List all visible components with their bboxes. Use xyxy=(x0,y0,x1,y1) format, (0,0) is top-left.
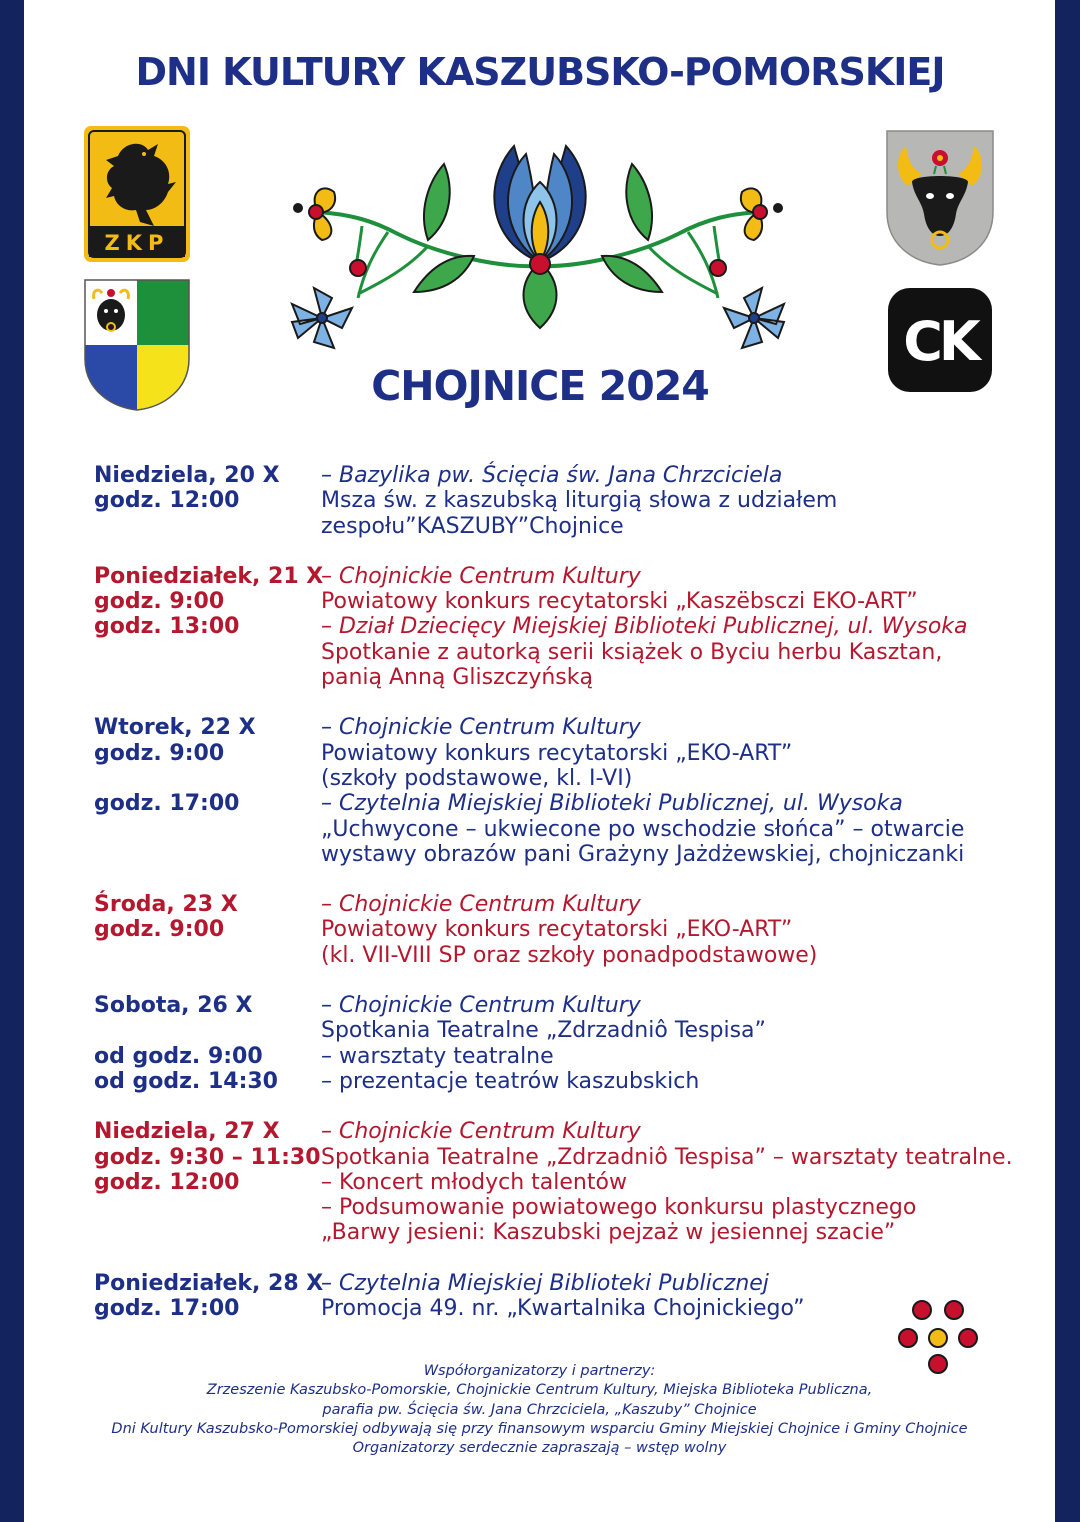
event-time: godz. 9:00 xyxy=(94,740,225,766)
event-line xyxy=(94,892,1034,917)
event-time: godz. 12:00 xyxy=(94,1169,240,1195)
zkp-logo-text: ZKP xyxy=(104,231,170,255)
event-line xyxy=(94,589,1034,614)
event-block xyxy=(94,715,1034,867)
event-description: Msza św. z kaszubską liturgią słowa z udziałem xyxy=(321,488,838,514)
event-time: godz. 9:00 xyxy=(94,589,225,615)
event-line xyxy=(94,993,1034,1018)
event-day: Niedziela, 27 X xyxy=(94,1119,280,1145)
event-description: (szkoły podstawowe, kl. I-VI) xyxy=(321,765,633,791)
event-time: godz. 17:00 xyxy=(94,791,240,817)
event-venue: – Chojnickie Centrum Kultury xyxy=(321,892,641,918)
event-line xyxy=(94,791,1034,816)
event-time xyxy=(94,1220,321,1245)
event-block xyxy=(94,993,1034,1094)
event-line xyxy=(94,1145,1034,1170)
event-line xyxy=(94,1195,1034,1220)
event-line xyxy=(94,514,1034,539)
event-description: Powiatowy konkurs recytatorski „EKO-ART” xyxy=(321,917,793,943)
event-time xyxy=(94,766,321,791)
event-description: – Podsumowanie powiatowego konkursu plastycznego xyxy=(321,1195,917,1221)
event-line xyxy=(94,463,1034,488)
event-description: Spotkania Teatralne „Zdrzadniô Tespisa” – warsztaty teatralne. xyxy=(321,1144,1013,1170)
page-title: DNI KULTURY KASZUBSKO-POMORSKIEJ xyxy=(135,50,945,94)
zkp-griffin-logo xyxy=(84,126,190,262)
event-line xyxy=(94,1220,1034,1245)
event-block xyxy=(94,892,1034,968)
event-line xyxy=(94,1069,1034,1094)
event-block xyxy=(94,463,1034,539)
ck-logo-text: CK xyxy=(903,310,977,373)
event-description: „Barwy jesieni: Kaszubski pejzaż w jesiennej szacie” xyxy=(321,1220,896,1246)
event-description: – prezentacje teatrów kaszubskich xyxy=(321,1068,700,1094)
event-line xyxy=(94,640,1034,665)
event-time: godz. 9:30 – 11:30 xyxy=(94,1144,321,1170)
event-time xyxy=(94,665,321,690)
event-description: wystawy obrazów pani Grażyny Jażdżewskiej, chojniczanki xyxy=(321,841,965,867)
event-day: Wtorek, 22 X xyxy=(94,715,256,741)
event-line xyxy=(94,1018,1034,1043)
event-line xyxy=(94,943,1034,968)
left-border-bar xyxy=(0,0,24,1522)
event-time: od godz. 14:30 xyxy=(94,1068,278,1094)
event-time xyxy=(94,514,321,539)
event-description: panią Anną Gliszczyńską xyxy=(321,665,593,691)
event-line xyxy=(94,741,1034,766)
event-description: „Uchwycone – ukwiecone po wschodzie słońca” – otwarcie xyxy=(321,816,965,842)
event-description: Powiatowy konkurs recytatorski „EKO-ART” xyxy=(321,740,793,766)
event-line xyxy=(94,1044,1034,1069)
footer-line: Organizatorzy serdecznie zapraszają – wstęp wolny xyxy=(352,1440,727,1457)
event-line xyxy=(94,766,1034,791)
event-venue: – Chojnickie Centrum Kultury xyxy=(321,715,641,741)
event-line xyxy=(94,1296,1034,1321)
event-time xyxy=(94,943,321,968)
event-venue: – Bazylika pw. Ścięcia św. Jana Chrzciciela xyxy=(321,463,783,488)
event-line xyxy=(94,1119,1034,1144)
event-day: Poniedziałek, 21 X xyxy=(94,563,324,589)
event-description: Promocja 49. nr. „Kwartalnika Chojnickiego” xyxy=(321,1296,805,1322)
event-description: – warsztaty teatralne xyxy=(321,1043,554,1069)
event-time xyxy=(94,1018,321,1043)
event-line xyxy=(94,614,1034,639)
event-description: – Koncert młodych talentów xyxy=(321,1169,627,1195)
event-venue: – Chojnickie Centrum Kultury xyxy=(321,993,641,1019)
event-day: Niedziela, 20 X xyxy=(94,463,280,488)
event-line xyxy=(94,665,1034,690)
event-line xyxy=(94,715,1034,740)
event-time xyxy=(94,640,321,665)
event-venue: – Dział Dziecięcy Miejskiej Biblioteki Publicznej, ul. Wysoka xyxy=(321,614,968,640)
footer-line: Współorganizatorzy i partnerzy: xyxy=(423,1363,656,1379)
event-venue: – Czytelnia Miejskiej Biblioteki Publicznej xyxy=(321,1270,769,1296)
kashubian-folk-ornament xyxy=(278,142,798,354)
event-block xyxy=(94,1271,1034,1322)
event-line xyxy=(94,488,1034,513)
event-description: Spotkania Teatralne „Zdrzadniô Tespisa” xyxy=(321,1018,766,1044)
event-block xyxy=(94,1119,1034,1245)
footer-line: Dni Kultury Kaszubsko-Pomorskiej odbywają się przy finansowym wsparciu Gminy Miejskiej Chojnice i Gminy Chojnice xyxy=(111,1420,968,1437)
event-description: Spotkanie z autorką serii książek o Byciu herbu Kasztan, xyxy=(321,639,943,665)
event-day: Sobota, 26 X xyxy=(94,993,253,1019)
event-description: Powiatowy konkurs recytatorski „Kaszëbsczi EKO-ART” xyxy=(321,589,918,615)
event-line xyxy=(94,1271,1034,1296)
event-subtitle: CHOJNICE 2024 xyxy=(371,362,709,410)
event-line xyxy=(94,1170,1034,1195)
event-day: Środa, 23 X xyxy=(94,892,238,918)
event-venue: – Chojnickie Centrum Kultury xyxy=(321,563,641,589)
event-time: godz. 12:00 xyxy=(94,488,240,514)
event-time xyxy=(94,1195,321,1220)
event-venue: – Czytelnia Miejskiej Biblioteki Publicznej, ul. Wysoka xyxy=(321,791,903,817)
event-time: od godz. 9:00 xyxy=(94,1043,263,1069)
event-line xyxy=(94,917,1034,942)
chojnice-coat-of-arms xyxy=(886,130,994,266)
event-time: godz. 13:00 xyxy=(94,614,240,640)
event-description: (kl. VII-VIII SP oraz szkoły ponadpodstawowe) xyxy=(321,942,818,968)
footer-line: parafia pw. Ścięcia św. Jana Chrzciciela, „Kaszuby” Chojnice xyxy=(322,1401,757,1418)
event-block xyxy=(94,564,1034,690)
event-venue: – Chojnickie Centrum Kultury xyxy=(321,1119,641,1145)
event-time xyxy=(94,842,321,867)
event-description: zespołu”KASZUBY”Chojnice xyxy=(321,513,624,539)
event-day: Poniedziałek, 28 X xyxy=(94,1270,324,1296)
event-time: godz. 17:00 xyxy=(94,1296,240,1322)
event-time: godz. 9:00 xyxy=(94,917,225,943)
event-line xyxy=(94,842,1034,867)
right-border-bar xyxy=(1055,0,1080,1522)
event-line xyxy=(94,564,1034,589)
event-schedule xyxy=(94,463,1034,1346)
footer-line: Zrzeszenie Kaszubsko-Pomorskie, Chojnickie Centrum Kultury, Miejska Biblioteka Publiczna, xyxy=(206,1382,873,1399)
footer-partners xyxy=(24,1362,1055,1458)
event-line xyxy=(94,817,1034,842)
event-time xyxy=(94,817,321,842)
